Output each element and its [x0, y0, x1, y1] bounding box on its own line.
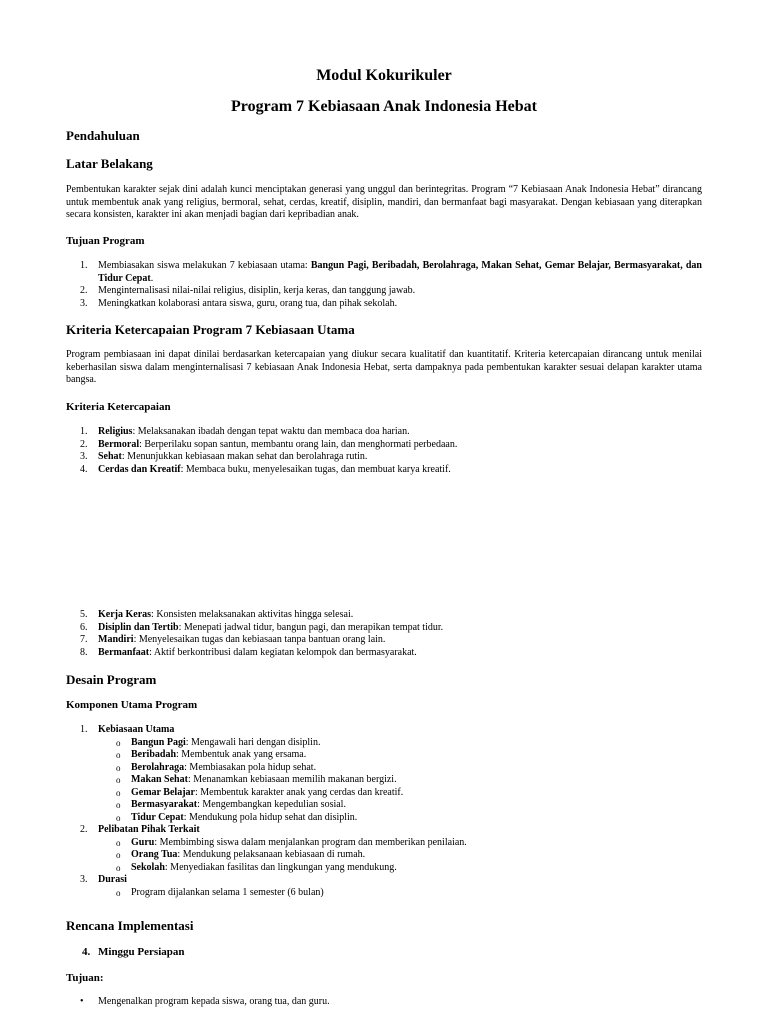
list-term: Mandiri	[98, 634, 134, 645]
list-term: Disiplin dan Tertib	[98, 621, 179, 633]
list-item	[66, 824, 702, 837]
sub-text: : Mengawali hari dengan disiplin.	[185, 736, 321, 748]
paragraph-kriteria: Program pembiasaan ini dapat dinilai berdasarkan ketercapaian yang diukur secara kualitatif dan kuantitatif. Kriteria ketercapaian dirancang untuk menilai keberhasilan siswa dalam menginternalisasi 7 kebiasaan Anak Indonesia Hebat, serta dampaknya pada pembentukan karakter sesuai delapan karakter utama bangsa.	[66, 349, 702, 385]
sub-list-item	[66, 774, 702, 787]
sub-list-item	[66, 762, 702, 775]
sub-text: Program dijalankan selama 1 semester (6 bulan)	[131, 886, 324, 898]
sub-term: Orang Tua	[131, 849, 178, 860]
step-title: Minggu Persiapan	[98, 946, 185, 958]
list-text: Menginternalisasi nilai-nilai religius, disiplin, kerja keras, dan tanggung jawab.	[98, 285, 416, 296]
circle-bullet-icon: o	[116, 787, 121, 798]
heading-pendahuluan: Pendahuluan	[66, 128, 140, 143]
list-term: Bermoral	[98, 438, 140, 450]
list-item	[66, 996, 702, 1009]
list-number: 5.	[80, 609, 88, 620]
list-item	[66, 439, 702, 452]
sub-list-item	[66, 787, 702, 800]
circle-bullet-icon: o	[116, 737, 121, 748]
list-item	[66, 464, 702, 477]
sub-list-item	[66, 737, 702, 750]
tujuan-list	[66, 260, 702, 310]
sub-term: Sekolah	[131, 861, 165, 873]
list-item	[66, 285, 702, 298]
list-item	[66, 647, 702, 660]
list-number: 2.	[80, 285, 88, 296]
tujuan-label: Tujuan:	[66, 972, 104, 984]
heading-kriteria-ketercapaian: Kriteria Ketercapaian	[66, 401, 171, 413]
sub-text: : Mengembangkan kepedulian sosial.	[197, 799, 346, 810]
sub-text: : Membentuk anak yang ersama.	[176, 749, 307, 760]
list-text: : Aktif berkontribusi dalam kegiatan kelompok dan bermasyarakat.	[149, 646, 417, 658]
list-term: Cerdas dan Kreatif	[98, 463, 181, 475]
circle-bullet-icon: o	[116, 812, 121, 823]
list-text: Meningkatkan kolaborasi antara siswa, guru, orang tua, dan pihak sekolah.	[98, 297, 398, 309]
group-title: Durasi	[98, 874, 127, 885]
list-number: 3.	[80, 297, 88, 309]
step-number: 4.	[82, 946, 91, 958]
list-term: Bermanfaat	[98, 646, 150, 658]
list-number: 4.	[80, 463, 88, 475]
list-number: 1.	[80, 724, 88, 735]
sub-text: : Membiasakan pola hidup sehat.	[184, 761, 317, 773]
list-text: : Melaksanakan ibadah dengan tepat waktu dan membaca doa harian.	[132, 426, 410, 437]
list-text: : Menunjukkan kebiasaan makan sehat dan berolahraga rutin.	[121, 451, 368, 462]
sub-list-item	[66, 812, 702, 825]
circle-bullet-icon: o	[116, 850, 121, 860]
list-text: : Menepati jadwal tidur, bangun pagi, dan merapikan tempat tidur.	[178, 621, 444, 633]
sub-list-item	[66, 862, 702, 875]
list-item	[66, 426, 702, 439]
sub-text: : Mendukung pola hidup sehat dan disiplin.	[183, 811, 358, 823]
sub-term: Bermasyarakat	[131, 799, 198, 810]
list-text: : Konsisten melaksanakan aktivitas hingga selesai.	[151, 609, 354, 620]
list-number: 2.	[80, 824, 88, 835]
sub-list-item	[66, 749, 702, 762]
list-term: Religius	[98, 426, 133, 437]
list-item	[66, 451, 702, 464]
list-item	[66, 298, 702, 311]
sub-term: Berolahraga	[131, 761, 185, 773]
heading-komponen-utama: Komponen Utama Program	[66, 699, 198, 711]
list-item	[66, 724, 702, 737]
circle-bullet-icon: o	[116, 887, 121, 898]
list-number: 2.	[80, 438, 88, 450]
paragraph-latar-belakang: Pembentukan karakter sejak dini adalah kunci menciptakan generasi yang unggul dan berintegritas. Program “7 Kebiasaan Anak Indonesia Hebat” dirancang untuk membentuk anak yang religius, bermoral, sehat, cerdas, kreatif, disiplin, mandiri, dan bermanfaat bagi masyarakat. Dengan kebiasaan yang diterapkan secara konsisten, karakter ini akan menjadi bagian dari kepribadian anak.	[66, 184, 702, 220]
list-item	[66, 874, 702, 887]
circle-bullet-icon: o	[116, 862, 121, 873]
rencana-bullets	[66, 996, 702, 1009]
heading-tujuan-program: Tujuan Program	[66, 235, 145, 247]
sub-text: : Menanamkan kebiasaan memilih makanan bergizi.	[187, 774, 397, 785]
sub-term: Gemar Belajar	[131, 786, 195, 798]
list-text: .	[150, 272, 154, 284]
circle-bullet-icon: o	[116, 837, 121, 848]
list-text: : Menyelesaikan tugas dan kebiasaan tanpa bantuan orang lain.	[133, 634, 386, 645]
list-number: 6.	[80, 621, 88, 633]
document-title: Modul Kokurikuler	[316, 67, 452, 84]
sub-list-item	[66, 837, 702, 850]
sub-term: Guru	[131, 836, 155, 848]
circle-bullet-icon: o	[116, 775, 121, 785]
sub-list-item	[66, 849, 702, 862]
group-title: Kebiasaan Utama	[98, 724, 175, 735]
list-text: : Berperilaku sopan santun, membantu orang lain, dan menghormati perbedaan.	[139, 438, 458, 450]
list-item	[66, 609, 702, 622]
komponen-list	[66, 724, 702, 899]
sub-list-item	[66, 799, 702, 812]
heading-latar-belakang: Latar Belakang	[66, 156, 153, 171]
list-number: 3.	[80, 451, 88, 462]
sub-text: : Menyediakan fasilitas dan lingkungan yang mendukung.	[164, 861, 397, 873]
list-term: Sehat	[98, 451, 122, 462]
sub-term: Bangun Pagi	[131, 736, 186, 748]
bullet-dot-icon: •	[80, 996, 84, 1007]
list-number: 3.	[80, 874, 88, 885]
sub-term: Tidur Cepat	[131, 811, 184, 823]
list-text: Membiasakan siswa melakukan 7 kebiasaan utama:	[98, 260, 311, 271]
sub-text: : Mendukung pelaksanaan kebiasaan di rumah.	[177, 849, 366, 860]
list-number: 1.	[80, 426, 88, 437]
sub-term: Beribadah	[131, 749, 177, 760]
sub-text: : Membimbing siswa dalam menjalankan program dan memberikan penilaian.	[154, 836, 467, 848]
document-subtitle: Program 7 Kebiasaan Anak Indonesia Hebat	[231, 98, 537, 115]
kriteria-list-part1	[66, 426, 702, 476]
list-term: Kerja Keras	[98, 609, 152, 620]
list-item	[66, 260, 702, 285]
list-text: : Membaca buku, menyelesaikan tugas, dan membuat karya kreatif.	[180, 463, 451, 475]
heading-desain-program: Desain Program	[66, 672, 157, 687]
list-number: 8.	[80, 646, 88, 658]
group-title: Pelibatan Pihak Terkait	[98, 824, 200, 835]
heading-rencana-implementasi: Rencana Implementasi	[66, 918, 194, 933]
circle-bullet-icon: o	[116, 750, 121, 760]
sub-term: Makan Sehat	[131, 774, 188, 785]
kriteria-list-part2	[66, 609, 702, 659]
list-item	[66, 634, 702, 647]
circle-bullet-icon: o	[116, 762, 121, 773]
list-text-bold: Bangun Pagi, Beribadah, Berolahraga, Makan Sehat, Gemar Belajar, Bermasyarakat, dan Tidur Cepat	[98, 260, 702, 284]
heading-kriteria-program: Kriteria Ketercapaian Program 7 Kebiasaan Utama	[66, 322, 355, 337]
list-number: 1.	[80, 260, 88, 271]
list-number: 7.	[80, 634, 88, 645]
circle-bullet-icon: o	[116, 800, 121, 810]
sub-list-item	[66, 887, 702, 900]
sub-text: : Membentuk karakter anak yang cerdas dan kreatif.	[194, 786, 404, 798]
list-item	[66, 622, 702, 635]
list-text: Mengenalkan program kepada siswa, orang tua, dan guru.	[98, 996, 330, 1007]
